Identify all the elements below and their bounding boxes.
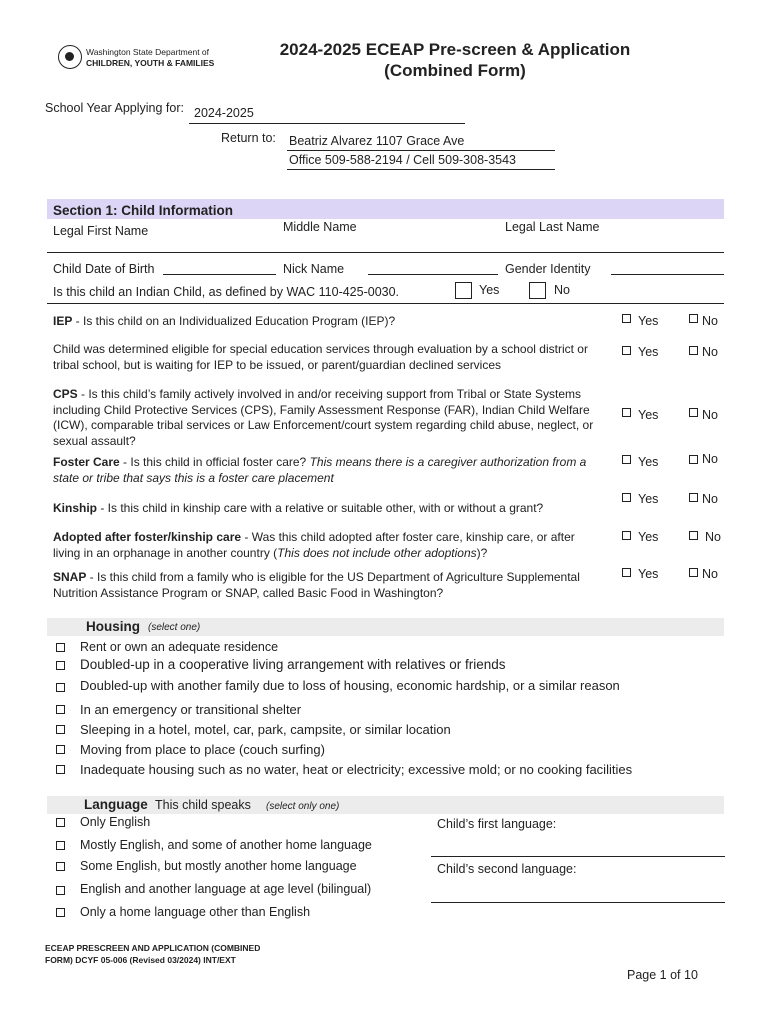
cps-yes-checkbox[interactable] [622, 408, 631, 417]
housing-checkbox[interactable] [56, 765, 65, 774]
school-year-value[interactable]: 2024-2025 [194, 106, 254, 120]
cps-yes-label: Yes [638, 408, 659, 422]
first-language-label: Child’s first language: [437, 817, 557, 831]
indian-no-label: No [554, 283, 570, 297]
iep-no-label: No [702, 314, 718, 328]
footer-line2: FORM) DCYF 05-006 (Revised 03/2024) INT/EXT [45, 955, 236, 965]
housing-checkbox[interactable] [56, 683, 65, 692]
kinship-question [53, 501, 598, 517]
school-year-label: School Year Applying for: [45, 101, 184, 115]
housing-option: Sleeping in a hotel, motel, car, park, campsite, or similar location [80, 722, 451, 737]
sped-yes-checkbox[interactable] [622, 346, 631, 355]
language-option: Only a home language other than English [80, 905, 311, 919]
return-line1-rule [287, 150, 555, 151]
kinship-no-checkbox[interactable] [689, 493, 698, 502]
gender-identity-field[interactable] [611, 274, 724, 275]
language-checkbox[interactable] [56, 908, 65, 917]
indian-child-question: Is this child an Indian Child, as defined by WAC 110-425-0030. [53, 285, 400, 299]
housing-checkbox[interactable] [56, 643, 65, 652]
kinship-question-bold: Kinship [53, 501, 97, 515]
housing-option: Doubled-up with another family due to loss of housing, economic hardship, or a similar reason [80, 678, 620, 693]
kinship-question-text: - Is this child in kinship care with a relative or suitable other, with or without a grant? [97, 501, 544, 515]
nick-name-label: Nick Name [283, 262, 345, 276]
snap-question [53, 570, 598, 601]
adopted-no-label: No [705, 530, 721, 544]
adopted-question [53, 530, 598, 561]
sped-question [53, 342, 598, 373]
housing-checkbox[interactable] [56, 661, 65, 670]
cps-no-checkbox[interactable] [689, 408, 698, 417]
foster-yes-checkbox[interactable] [622, 455, 631, 464]
gender-identity-label: Gender Identity [505, 262, 591, 276]
housing-checkbox[interactable] [56, 705, 65, 714]
foster-no-checkbox[interactable] [689, 455, 698, 464]
snap-no-label: No [702, 567, 718, 581]
adopted-question-tail: )? [476, 545, 488, 560]
adopted-yes-checkbox[interactable] [622, 531, 631, 540]
adopted-question-bold: Adopted after foster/kinship care [53, 530, 242, 544]
sped-no-checkbox[interactable] [689, 346, 698, 355]
housing-option: Rent or own an adequate residence [80, 640, 279, 654]
kinship-no-label: No [702, 492, 718, 506]
language-subtitle: This child speaks [155, 798, 251, 812]
language-option: Some English, but mostly another home language [80, 859, 357, 873]
middle-name-label: Middle Name [283, 220, 357, 234]
housing-option: Doubled-up in a cooperative living arrangement with relatives or friends [80, 657, 506, 672]
language-option: English and another language at age level (bilingual) [80, 882, 372, 896]
name-field-line[interactable] [47, 252, 724, 253]
housing-title: Housing [86, 619, 140, 634]
section1-title: Section 1: Child Information [53, 203, 234, 218]
foster-question-italic: This means there is a caregiver authorization from a state or tribe that says this is a foster care placement [53, 455, 587, 485]
school-year-line [189, 123, 465, 124]
foster-care-question [53, 455, 598, 486]
adopted-question-italic: This does not include other adoptions [277, 545, 477, 560]
return-to-line1[interactable]: Beatriz Alvarez 1107 Grace Ave [289, 134, 465, 148]
dob-field[interactable] [163, 274, 276, 275]
footer-line1: ECEAP PRESCREEN AND APPLICATION (COMBINED [45, 943, 261, 953]
second-language-label: Child’s second language: [437, 862, 577, 876]
divider [47, 303, 724, 304]
return-to-label: Return to: [221, 131, 276, 145]
return-line2-rule [287, 169, 555, 170]
housing-option: Moving from place to place (couch surfing) [80, 742, 325, 757]
housing-option: Inadequate housing such as no water, heat or electricity; excessive mold; or no cooking facilities [80, 762, 633, 777]
iep-yes-label: Yes [638, 314, 659, 328]
adopted-question-text: - Was this child adopted after foster care, kinship care, or after living in an orphanage in another country ( [53, 530, 575, 560]
cps-question-text: - Is this child’s family actively involved in and/or receiving support from Tribal or State Systems including Child Protective Services (CPS), Family Assessment Response (FAR), Indian Child Welfare (ICW), comparable tribal services or Law Enforcement/court system regarding child abuse, neglect, or sexual assault? [53, 387, 594, 448]
title-line1: 2024-2025 ECEAP Pre-screen & Application [279, 40, 631, 59]
dob-label: Child Date of Birth [53, 262, 155, 276]
cps-question [53, 387, 598, 449]
snap-question-bold: SNAP [53, 570, 87, 584]
cps-no-label: No [702, 408, 718, 422]
language-band [47, 796, 724, 814]
snap-yes-checkbox[interactable] [622, 568, 631, 577]
sped-question-text: Child was determined eligible for special education services through evaluation by a school district or tribal school, but is waiting for IEP to be issued, or parent/guardian declined services [53, 342, 588, 372]
kinship-yes-checkbox[interactable] [622, 493, 631, 502]
adopted-yes-label: Yes [638, 530, 659, 544]
language-checkbox[interactable] [56, 818, 65, 827]
legal-last-name-label: Legal Last Name [505, 220, 600, 234]
foster-question-text: - Is this child in official foster care? [119, 455, 310, 469]
housing-checkbox[interactable] [56, 725, 65, 734]
dcyf-logo [58, 45, 215, 73]
snap-yes-label: Yes [638, 567, 659, 581]
nick-name-field[interactable] [368, 274, 498, 275]
language-checkbox[interactable] [56, 862, 65, 871]
housing-note: (select one) [148, 622, 201, 633]
sped-yes-label: Yes [638, 345, 659, 359]
indian-yes-checkbox[interactable] [455, 282, 472, 299]
iep-question-bold: IEP [53, 314, 73, 328]
title-line2: (Combined Form) [384, 61, 526, 80]
adopted-no-checkbox[interactable] [689, 531, 698, 540]
legal-first-name-label: Legal First Name [53, 224, 149, 238]
language-checkbox[interactable] [56, 886, 65, 895]
iep-question-text: - Is this child on an Individualized Education Program (IEP)? [72, 314, 396, 328]
foster-yes-label: Yes [638, 455, 659, 469]
cps-question-bold: CPS [53, 387, 78, 401]
language-option: Only English [80, 815, 151, 829]
indian-yes-label: Yes [479, 283, 500, 297]
language-note: (select only one) [266, 801, 340, 812]
snap-question-text: - Is this child from a family who is eligible for the US Department of Agriculture Supplemental Nutrition Assistance Program or SNAP, called Basic Food in Washington? [53, 570, 580, 600]
first-language-field[interactable] [431, 856, 725, 857]
page-title [240, 39, 670, 81]
iep-no-checkbox[interactable] [689, 314, 698, 323]
page-number: Page 1 of 10 [627, 968, 698, 982]
iep-yes-checkbox[interactable] [622, 314, 631, 323]
foster-question-bold: Foster Care [53, 455, 120, 469]
form-footer [45, 942, 260, 966]
second-language-field[interactable] [431, 902, 725, 903]
return-to-line2[interactable]: Office 509-588-2194 / Cell 509-308-3543 [289, 153, 517, 167]
kinship-yes-label: Yes [638, 492, 659, 506]
language-option: Mostly English, and some of another home language [80, 838, 372, 852]
logo-line2: CHILDREN, YOUTH & FAMILIES [86, 58, 215, 68]
housing-checkbox[interactable] [56, 745, 65, 754]
sped-no-label: No [702, 345, 718, 359]
logo-line1: Washington State Department of [86, 47, 210, 57]
dcyf-seal-icon [58, 45, 82, 69]
housing-option: In an emergency or transitional shelter [80, 702, 302, 717]
snap-no-checkbox[interactable] [689, 568, 698, 577]
language-checkbox[interactable] [56, 841, 65, 850]
language-title: Language [84, 797, 148, 812]
foster-no-label: No [702, 452, 718, 466]
indian-no-checkbox[interactable] [529, 282, 546, 299]
iep-question [53, 314, 598, 330]
